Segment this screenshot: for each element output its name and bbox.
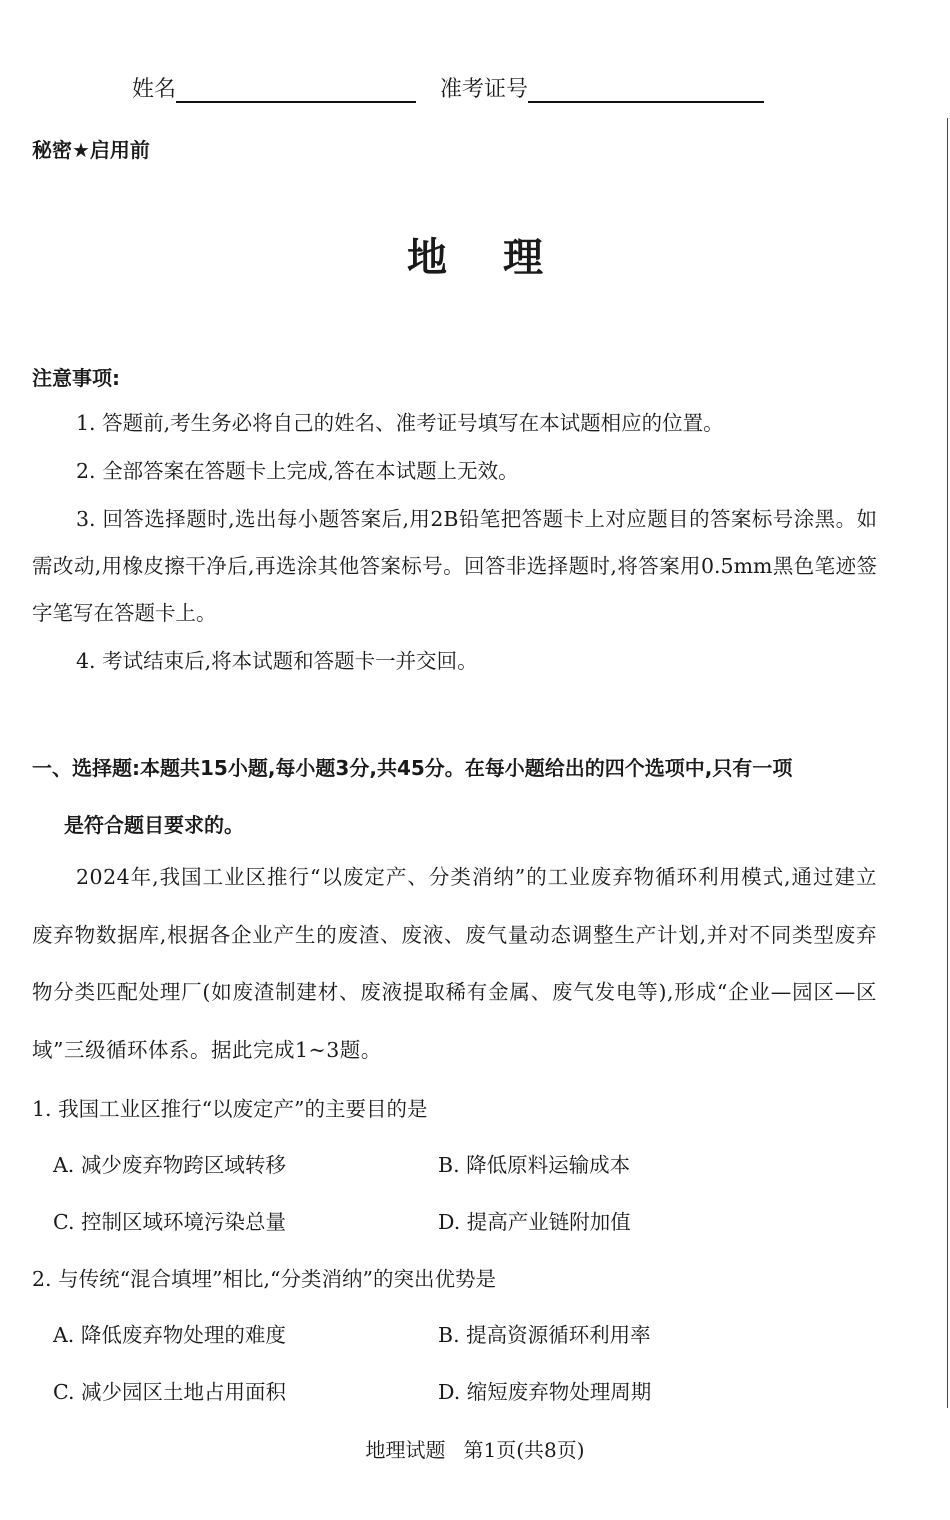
notice-item-4: 4. 考试结束后,将本试题和答题卡一并交回。 (76, 649, 478, 673)
section-heading-line-1: 一、选择题:本题共15小题,每小题3分,共45分。在每小题给出的四个选项中,只有一项 (32, 756, 793, 780)
section-heading-line-2: 是符合题目要求的。 (64, 813, 244, 837)
notice-item-3: 3. 回答选择题时,选出每小题答案后,用2B铅笔把答题卡上对应题目的答案标号涂黑。如需改动,用橡皮擦干净后,再选涂其他答案标号。回答非选择题时,将答案用0.5mm黑色笔迹签字笔写在答题卡上。 (32, 507, 877, 625)
question-2-option-d: D. 缩短废弃物处理周期 (438, 1380, 652, 1404)
notice-item-2: 2. 全部答案在答题卡上完成,答在本试题上无效。 (76, 459, 519, 483)
candidate-info-line (132, 72, 764, 103)
question-2-option-b: B. 提高资源循环利用率 (438, 1323, 651, 1347)
notice-item-1: 1. 答题前,考生务必将自己的姓名、准考证号填写在本试题相应的位置。 (76, 411, 724, 435)
exam-title (0, 226, 950, 283)
name-blank[interactable] (176, 77, 416, 103)
ticket-field (440, 72, 764, 103)
question-1-stem: 1. 我国工业区推行“以废定产”的主要目的是 (32, 1097, 428, 1121)
title-char-2: 理 (503, 234, 543, 281)
question-2-option-c: C. 减少园区土地占用面积 (53, 1380, 286, 1404)
question-1-option-c: C. 控制区域环境污染总量 (53, 1210, 286, 1234)
question-2-option-a: A. 降低废弃物处理的难度 (53, 1323, 286, 1347)
confidential-mark: 秘密★启用前 (32, 138, 150, 162)
name-field (132, 72, 440, 103)
notice-heading: 注意事项: (32, 366, 120, 390)
ticket-blank[interactable] (528, 77, 764, 103)
question-1-option-d: D. 提高产业链附加值 (438, 1210, 631, 1234)
material-passage: 2024年,我国工业区推行“以废定产、分类消纳”的工业废弃物循环利用模式,通过建立废弃物数据库,根据各企业产生的废渣、废液、废气量动态调整生产计划,并对不同类型废弃物分类匹配处理厂(如废渣制建材、废液提取稀有金属、废气发电等),形成“企业—园区—区域”三级循环体系。据此完成1~3题。 (32, 865, 877, 1062)
question-1-option-a: A. 减少废弃物跨区域转移 (53, 1153, 286, 1177)
ticket-label: 准考证号 (440, 77, 529, 102)
right-margin-rule (947, 118, 948, 1408)
footer-page-number: 第1页(共8页) (463, 1438, 585, 1462)
section-heading (32, 740, 882, 854)
title-char-1: 地 (407, 234, 447, 281)
question-1-option-b: B. 降低原料运输成本 (438, 1153, 631, 1177)
page-footer (0, 1434, 950, 1463)
question-2-stem: 2. 与传统“混合填埋”相比,“分类消纳”的突出优势是 (32, 1267, 497, 1291)
footer-subject: 地理试题 (365, 1438, 446, 1462)
name-label: 姓名 (132, 77, 177, 102)
